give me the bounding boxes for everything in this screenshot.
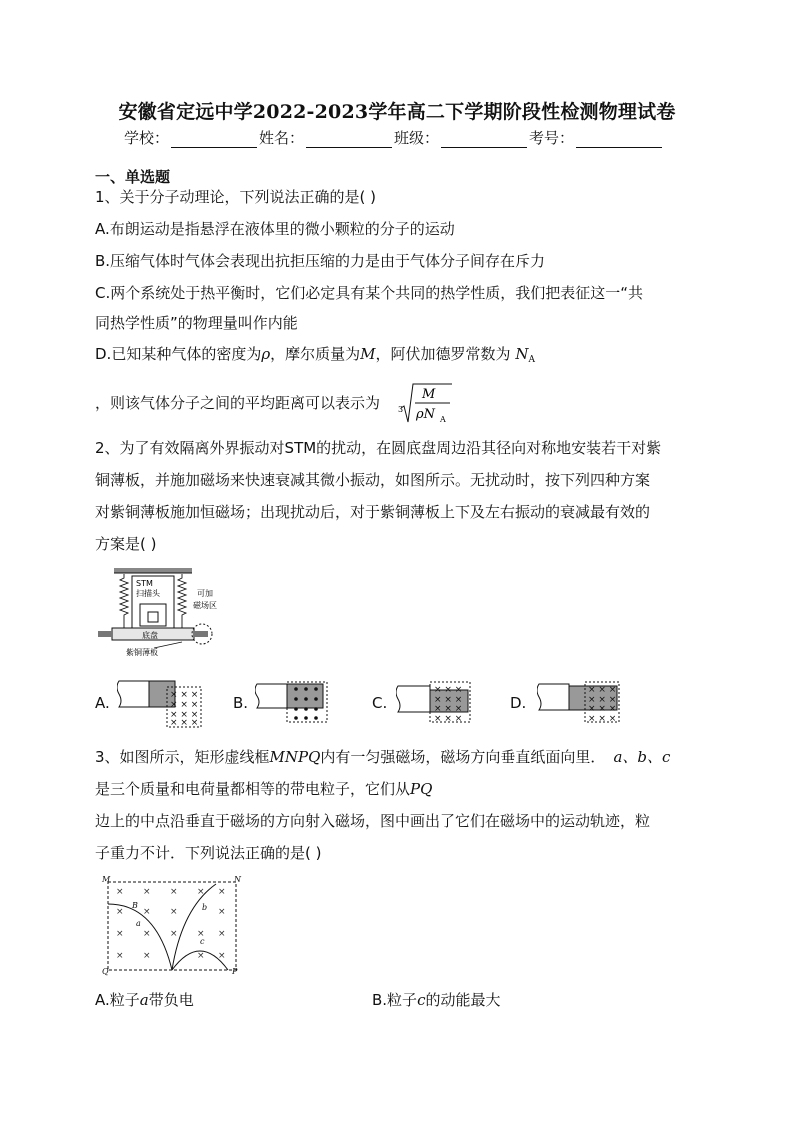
school-label: 学校： bbox=[124, 129, 170, 147]
trajectory-a-label: a bbox=[136, 919, 141, 928]
svg-text:×: × bbox=[116, 951, 124, 961]
name-blank[interactable] bbox=[306, 131, 392, 148]
svg-text:×: × bbox=[143, 951, 151, 961]
school-blank[interactable] bbox=[171, 131, 257, 148]
svg-text:× × ×: × × × bbox=[170, 690, 199, 700]
svg-text:× × ×: × × × bbox=[434, 685, 463, 695]
q3-b-text2: 的动能最大 bbox=[425, 991, 501, 1009]
svg-text:×: × bbox=[197, 887, 205, 897]
q2-line4: 方案是( ) bbox=[95, 535, 157, 553]
avogadro-subscript: A bbox=[528, 355, 535, 365]
q3-l2-text: 是三个质量和电荷量都相等的带电粒子，它们从 bbox=[95, 780, 411, 798]
svg-text:×: × bbox=[143, 929, 151, 939]
trajectory-c-label: c bbox=[200, 937, 205, 946]
svg-text:×: × bbox=[197, 951, 205, 961]
mnpq-symbol: MNPQ bbox=[269, 748, 321, 766]
q1-d-text2: ，摩尔质量为 bbox=[270, 345, 361, 363]
q3-l1-text: 3、如图所示，矩形虚线框 bbox=[95, 748, 270, 766]
rho-symbol: ρ bbox=[261, 345, 271, 363]
q3-line1 bbox=[95, 747, 670, 767]
svg-text:×: × bbox=[170, 887, 178, 897]
svg-text:×: × bbox=[170, 929, 178, 939]
magnetic-zone-label2: 磁场区 bbox=[193, 601, 217, 610]
svg-text:× × ×: × × × bbox=[170, 710, 199, 720]
avogadro-symbol: N bbox=[515, 345, 529, 363]
q1-option-d-line2: ，则该气体分子之间的平均距离可以表示为 bbox=[95, 394, 381, 412]
field-b-label: B bbox=[132, 901, 138, 910]
svg-text:×: × bbox=[143, 907, 151, 917]
section-title: 一、单选题 bbox=[95, 168, 171, 186]
q1-option-a: A.布朗运动是指悬浮在液体里的微小颗粒的分子的运动 bbox=[95, 220, 455, 238]
svg-text:× × ×: × × × bbox=[434, 714, 463, 724]
q2-line3: 对紫铜薄板施加恒磁场；出现扰动后，对于紫铜薄板上下及左右振动的衰减最有效的 bbox=[95, 503, 651, 521]
svg-text:× × ×: × × × bbox=[170, 718, 199, 728]
q2-option-d-diagram[interactable] bbox=[537, 680, 623, 726]
q1-option-b: B.压缩气体时气体会表现出抗拒压缩的力是由于气体分子间存在斥力 bbox=[95, 252, 546, 270]
q2-line1: 2、为了有效隔离外界振动对STM的扰动，在圆底盘周边沿其径向对称地安装若干对紫 bbox=[95, 439, 662, 457]
stm-label: STM bbox=[136, 579, 153, 588]
q1-option-c-line2: 同热学性质”的物理量叫作内能 bbox=[95, 314, 298, 332]
svg-text:×: × bbox=[116, 887, 124, 897]
corner-n-label: N bbox=[234, 875, 241, 884]
q3-line3: 边上的中点沿垂直于磁场的方向射入磁场，图中画出了它们在磁场中的运动轨迹，粒 bbox=[95, 812, 651, 830]
corner-q-label: Q bbox=[102, 967, 109, 976]
scan-head-label: 扫描头 bbox=[136, 589, 160, 598]
q1-option-d-line1 bbox=[95, 344, 535, 367]
q1-d-text3: ，阿伏加德罗常数为 bbox=[375, 345, 516, 363]
class-label: 班级： bbox=[394, 129, 440, 147]
svg-text:×: × bbox=[218, 907, 226, 917]
svg-text:×: × bbox=[170, 907, 178, 917]
base-label: 底盘 bbox=[142, 631, 158, 640]
root-index: 3 bbox=[398, 405, 404, 414]
corner-m-label: M bbox=[102, 875, 111, 884]
q3-line4: 子重力不计．下列说法正确的是( ) bbox=[95, 844, 322, 862]
svg-text:× × ×: × × × bbox=[588, 714, 617, 724]
q2-option-c-diagram[interactable] bbox=[396, 680, 476, 726]
q3-l1-text2: 内有一匀强磁场，磁场方向垂直纸面向里． bbox=[320, 748, 606, 766]
svg-text:×: × bbox=[218, 887, 226, 897]
q3-line2 bbox=[95, 779, 432, 799]
name-label: 姓名： bbox=[259, 129, 305, 147]
molar-mass-symbol: M bbox=[360, 345, 376, 363]
q3-option-a[interactable] bbox=[95, 990, 194, 1010]
cube-root-formula bbox=[396, 378, 460, 428]
pq-symbol: PQ bbox=[410, 780, 433, 798]
abc-symbols: a、b、c bbox=[613, 748, 671, 766]
svg-text:×: × bbox=[143, 887, 151, 897]
q1-d-text: D.已知某种气体的密度为 bbox=[95, 345, 262, 363]
class-blank[interactable] bbox=[441, 131, 527, 148]
svg-text:× × ×: × × × bbox=[434, 695, 463, 705]
formula-numerator: M bbox=[422, 387, 436, 402]
stm-figure bbox=[96, 566, 226, 658]
particle-a-symbol: a bbox=[139, 991, 149, 1009]
svg-text:× × ×: × × × bbox=[588, 695, 617, 705]
q3-option-b[interactable] bbox=[372, 990, 500, 1010]
q2-line2: 铜薄板，并施加磁场来快速衰减其微小振动，如图所示。无扰动时，按下列四种方案 bbox=[95, 471, 651, 489]
q3-a-text: A.粒子 bbox=[95, 991, 140, 1009]
svg-text:×: × bbox=[218, 929, 226, 939]
student-info-row bbox=[124, 127, 664, 148]
q3-b-text: B.粒子 bbox=[372, 991, 418, 1009]
svg-text:×: × bbox=[197, 929, 205, 939]
q2-option-c-label[interactable]: C. bbox=[372, 694, 388, 712]
q2-option-b-label[interactable]: B. bbox=[233, 694, 249, 712]
svg-text:× × ×: × × × bbox=[588, 685, 617, 695]
svg-text:× × ×: × × × bbox=[170, 700, 199, 710]
exam-title: 安徽省定远中学2022-2023学年高二下学期阶段性检测物理试卷 bbox=[118, 101, 676, 123]
svg-text:×: × bbox=[116, 907, 124, 917]
formula-den-subscript: A bbox=[440, 415, 446, 424]
q1-stem: 1、关于分子动理论，下列说法正确的是( ) bbox=[95, 188, 377, 206]
magnetic-zone-label1: 可加 bbox=[197, 589, 213, 598]
q2-option-a-diagram[interactable] bbox=[117, 679, 207, 731]
svg-text:×: × bbox=[218, 951, 226, 961]
magnetic-field-diagram bbox=[98, 874, 244, 976]
id-label: 考号： bbox=[529, 129, 575, 147]
id-blank[interactable] bbox=[576, 131, 662, 148]
copper-plate-label: 紫铜薄板 bbox=[126, 648, 158, 657]
corner-p-label: P bbox=[232, 967, 238, 976]
svg-text:× × ×: × × × bbox=[434, 704, 463, 714]
q2-option-d-label[interactable]: D. bbox=[510, 694, 527, 712]
svg-text:× × ×: × × × bbox=[588, 704, 617, 714]
particle-c-symbol: c bbox=[417, 991, 426, 1009]
q2-option-b-diagram[interactable] bbox=[255, 680, 335, 724]
formula-denominator: ρN bbox=[416, 407, 436, 422]
trajectory-b-label: b bbox=[202, 903, 208, 912]
q1-option-c-line1: C.两个系统处于热平衡时，它们必定具有某个共同的热学性质，我们把表征这一“共 bbox=[95, 284, 644, 302]
q2-option-a-label[interactable]: A. bbox=[95, 694, 110, 712]
svg-text:×: × bbox=[116, 929, 124, 939]
q3-a-text2: 带负电 bbox=[148, 991, 194, 1009]
